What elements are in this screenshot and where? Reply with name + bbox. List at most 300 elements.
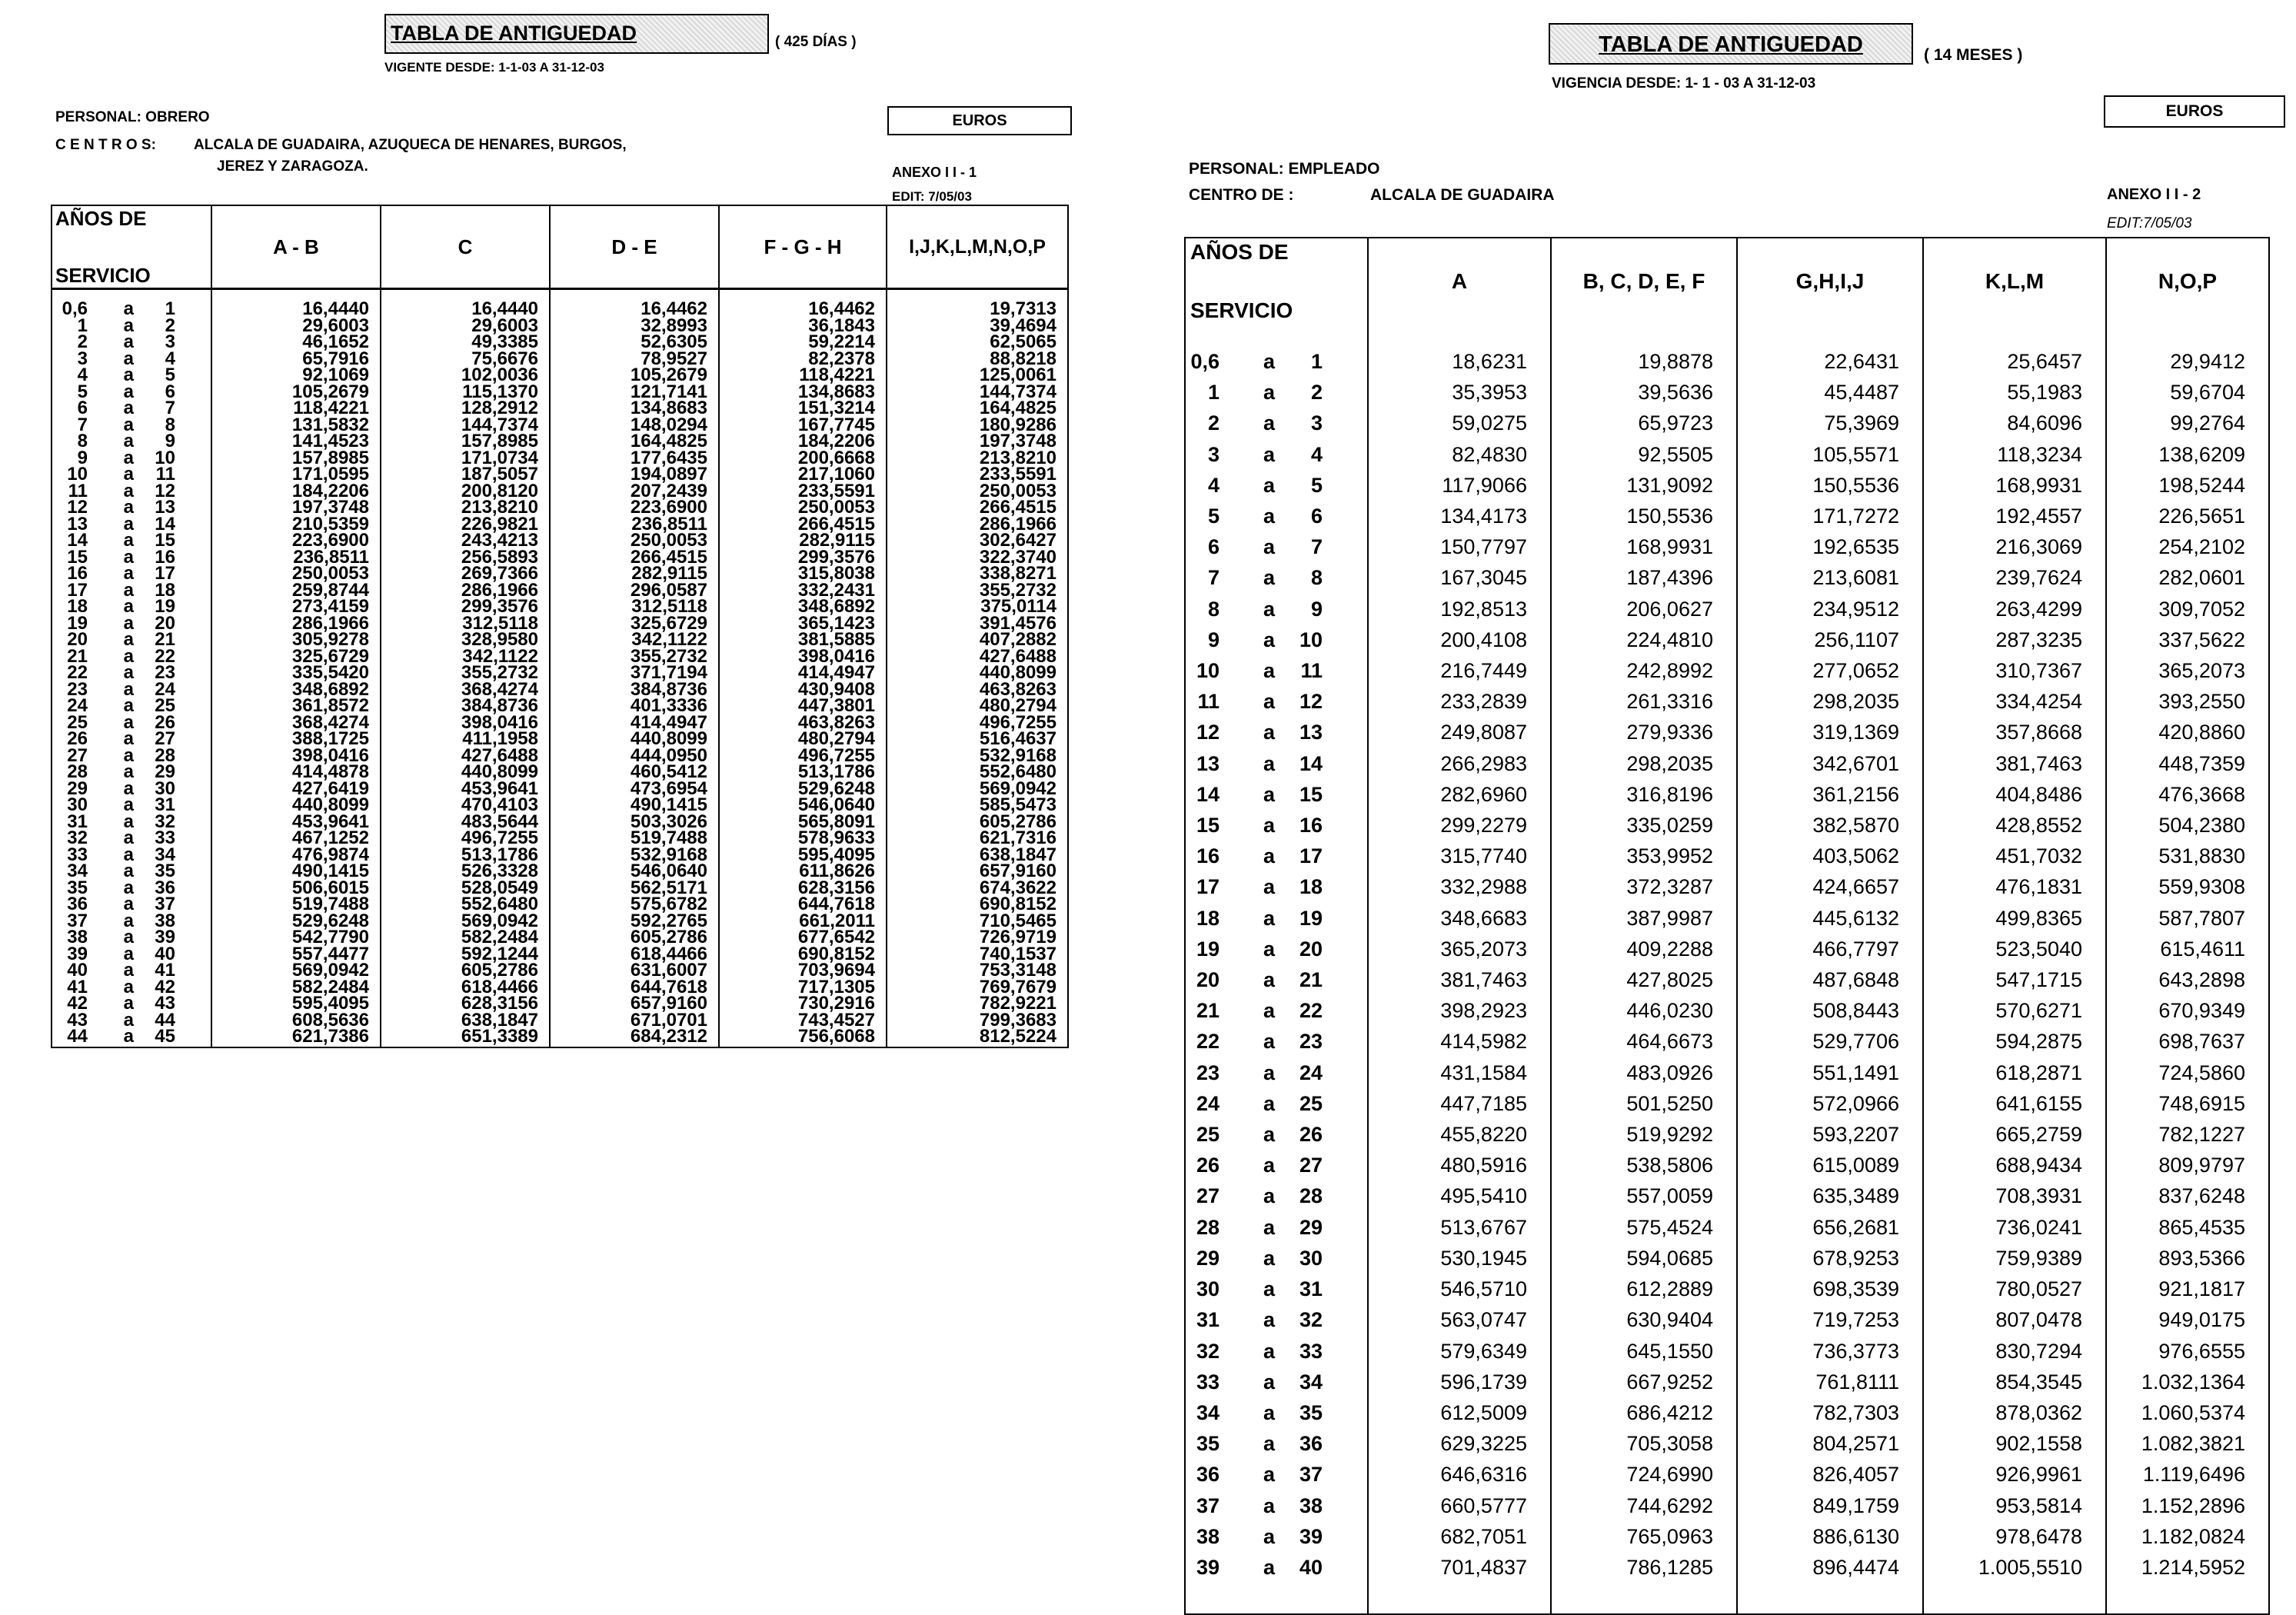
amount-cell: 582,2484	[211, 979, 381, 996]
amount-cell: 355,2732	[887, 582, 1068, 599]
amount-cell: 206,0627	[1551, 594, 1737, 624]
amount-cell: 381,7463	[1923, 748, 2106, 779]
amount-cell: 194,0897	[550, 466, 719, 483]
service-range-cell	[1185, 934, 1368, 964]
right-table-header	[1185, 238, 2269, 325]
service-range-cell	[1185, 841, 1368, 871]
amount-cell: 216,7449	[1368, 655, 1551, 686]
amount-cell: 575,4524	[1551, 1212, 1737, 1243]
amount-cell: 184,2206	[211, 483, 381, 500]
table-row	[1185, 964, 2269, 995]
amount-cell: 480,2794	[887, 698, 1068, 714]
range-to: 33	[155, 827, 175, 848]
amount-cell: 565,8091	[719, 814, 887, 831]
range-connector: a	[123, 960, 134, 981]
right-title: TABLA DE ANTIGUEDAD	[1549, 23, 1913, 65]
range-to: 24	[1299, 1061, 1323, 1084]
range-connector: a	[1263, 473, 1275, 497]
amount-cell: 164,4825	[887, 400, 1068, 417]
service-range-cell	[1185, 470, 1368, 501]
table-row	[52, 764, 1068, 781]
left-page	[46, 0, 1092, 1615]
amount-cell: 224,4810	[1551, 624, 1737, 655]
amount-cell: 807,0478	[1923, 1304, 2106, 1335]
amount-cell: 557,4477	[211, 946, 381, 963]
range-to: 20	[155, 612, 175, 634]
amount-cell: 148,0294	[550, 417, 719, 434]
amount-cell: 470,4103	[381, 797, 550, 814]
range-to: 12	[1299, 690, 1323, 714]
range-connector: a	[1263, 968, 1275, 992]
range-connector: a	[1263, 1091, 1275, 1115]
range-from: 12	[1196, 721, 1220, 744]
amount-cell: 641,6155	[1923, 1088, 2106, 1119]
range-to: 4	[1310, 442, 1323, 466]
amount-cell: 595,4095	[211, 995, 381, 1012]
amount-cell: 36,1843	[719, 318, 887, 335]
range-from: 44	[67, 1026, 88, 1047]
range-to: 19	[155, 596, 175, 617]
amount-cell: 266,4515	[719, 516, 887, 533]
amount-cell: 391,4576	[887, 615, 1068, 632]
amount-cell: 381,7463	[1368, 964, 1551, 995]
amount-cell: 167,7745	[719, 417, 887, 434]
amount-cell: 299,2279	[1368, 810, 1551, 841]
range-to: 17	[155, 563, 175, 584]
range-from: 12	[67, 497, 88, 518]
right-currency: EUROS	[2104, 95, 2285, 128]
amount-cell: 16,4440	[211, 289, 381, 318]
range-to: 39	[1299, 1524, 1323, 1548]
range-from: 27	[1196, 1184, 1220, 1208]
range-to: 23	[1299, 1030, 1323, 1054]
range-connector: a	[123, 1009, 134, 1031]
range-from: 34	[1196, 1400, 1220, 1424]
range-to: 40	[155, 943, 175, 964]
range-connector: a	[1263, 844, 1275, 868]
left-currency: EUROS	[887, 106, 1072, 135]
amount-cell: 740,1537	[887, 946, 1068, 963]
range-to: 29	[155, 761, 175, 782]
amount-cell: 249,8087	[1368, 717, 1551, 748]
amount-cell: 551,1491	[1737, 1057, 1923, 1088]
amount-cell: 684,2312	[550, 1028, 719, 1047]
range-from: 34	[67, 861, 88, 881]
range-from: 29	[1196, 1246, 1220, 1270]
amount-cell: 736,0241	[1923, 1212, 2106, 1243]
amount-cell: 682,7051	[1368, 1521, 1551, 1552]
service-range-cell	[1185, 1243, 1368, 1274]
amount-cell: 361,2156	[1737, 779, 1923, 810]
amount-cell: 753,3148	[887, 962, 1068, 979]
amount-cell: 226,9821	[381, 516, 550, 533]
amount-cell: 657,9160	[550, 995, 719, 1012]
amount-cell: 466,7797	[1737, 934, 1923, 964]
right-centro-value: ALCALA DE GUADAIRA	[1370, 186, 1555, 204]
range-from: 17	[1196, 875, 1220, 899]
left-header-c: C	[381, 205, 550, 289]
range-to: 6	[1310, 504, 1323, 528]
service-range-cell	[1185, 1397, 1368, 1428]
amount-cell: 338,8271	[887, 565, 1068, 582]
range-connector: a	[123, 794, 134, 815]
range-connector: a	[123, 711, 134, 733]
amount-cell: 332,2431	[719, 582, 887, 599]
range-to: 23	[155, 662, 175, 683]
range-to: 20	[1299, 937, 1323, 961]
range-from: 18	[1196, 906, 1220, 930]
table-row	[52, 913, 1068, 930]
range-connector: a	[1263, 782, 1275, 806]
amount-cell: 667,9252	[1551, 1367, 1737, 1397]
amount-cell: 743,4527	[719, 1012, 887, 1029]
amount-cell: 19,7313	[887, 289, 1068, 318]
amount-cell: 279,9336	[1551, 717, 1737, 748]
amount-cell: 701,4837	[1368, 1552, 1551, 1614]
amount-cell: 105,5571	[1737, 439, 1923, 470]
range-to: 28	[1299, 1184, 1323, 1208]
amount-cell: 499,8365	[1923, 903, 2106, 934]
range-connector: a	[123, 1026, 134, 1047]
amount-cell: 896,4474	[1737, 1552, 1923, 1614]
range-from: 0,6	[1190, 350, 1220, 373]
amount-cell: 118,3234	[1923, 439, 2106, 470]
range-connector: a	[123, 844, 134, 865]
range-to: 39	[155, 927, 175, 947]
amount-cell: 168,9931	[1551, 531, 1737, 562]
range-to: 37	[1299, 1463, 1323, 1487]
range-to: 12	[155, 480, 175, 501]
service-range-cell	[1185, 1119, 1368, 1150]
amount-cell: 141,4523	[211, 433, 381, 450]
amount-cell: 375,0114	[887, 598, 1068, 615]
range-connector: a	[123, 629, 134, 650]
range-to: 35	[155, 861, 175, 881]
table-row	[1185, 624, 2269, 655]
range-connector: a	[1263, 1493, 1275, 1517]
amount-cell: 398,0416	[719, 648, 887, 665]
service-range-cell	[1185, 1521, 1368, 1552]
range-to: 41	[155, 960, 175, 981]
amount-cell: 365,2073	[1368, 934, 1551, 964]
range-from: 24	[67, 695, 88, 716]
amount-cell: 638,1847	[381, 1012, 550, 1029]
amount-cell: 157,8985	[211, 450, 381, 467]
amount-cell: 250,0053	[887, 483, 1068, 500]
range-from: 0,6	[62, 298, 88, 319]
service-range-cell	[1185, 1274, 1368, 1304]
left-header-fgh: F - G - H	[719, 205, 887, 289]
amount-cell: 315,7740	[1368, 841, 1551, 871]
table-row	[52, 631, 1068, 648]
amount-cell: 144,7374	[381, 417, 550, 434]
amount-cell: 830,7294	[1923, 1336, 2106, 1367]
amount-cell: 427,6488	[887, 648, 1068, 665]
amount-cell: 726,9719	[887, 929, 1068, 946]
service-range-cell	[1185, 871, 1368, 902]
amount-cell: 424,6657	[1737, 871, 1923, 902]
amount-cell: 467,1252	[211, 830, 381, 847]
range-from: 19	[67, 612, 88, 634]
amount-cell: 82,4830	[1368, 439, 1551, 470]
amount-cell: 686,4212	[1551, 1397, 1737, 1428]
left-edit: EDIT: 7/05/03	[892, 189, 972, 204]
amount-cell: 368,4274	[381, 681, 550, 698]
range-from: 28	[67, 761, 88, 782]
table-row	[1185, 531, 2269, 562]
amount-cell: 570,6271	[1923, 995, 2106, 1026]
table-row	[52, 748, 1068, 764]
amount-cell: 490,1415	[211, 863, 381, 880]
amount-cell: 254,2102	[2106, 531, 2269, 562]
amount-cell: 250,0053	[211, 565, 381, 582]
amount-cell: 719,7253	[1737, 1304, 1923, 1335]
range-from: 4	[1207, 473, 1220, 497]
range-from: 6	[77, 398, 88, 418]
amount-cell: 529,6248	[211, 913, 381, 930]
amount-cell: 621,7316	[887, 830, 1068, 847]
amount-cell: 532,9168	[887, 748, 1068, 764]
amount-cell: 335,0259	[1551, 810, 1737, 841]
amount-cell: 332,2988	[1368, 871, 1551, 902]
range-from: 28	[1196, 1215, 1220, 1239]
amount-cell: 473,6954	[550, 781, 719, 798]
range-connector: a	[1263, 381, 1275, 405]
range-from: 17	[67, 579, 88, 601]
amount-cell: 530,1945	[1368, 1243, 1551, 1274]
service-range-cell	[1185, 1057, 1368, 1088]
left-header-years-line1: AÑOS DE	[55, 207, 147, 230]
amount-cell: 192,4557	[1923, 501, 2106, 531]
amount-cell: 638,1847	[887, 847, 1068, 864]
range-connector: a	[1263, 350, 1275, 373]
range-from: 19	[1196, 937, 1220, 961]
range-to: 25	[155, 695, 175, 716]
range-to: 15	[155, 530, 175, 551]
range-from: 33	[67, 844, 88, 865]
amount-cell: 605,2786	[550, 929, 719, 946]
range-to: 13	[1299, 721, 1323, 744]
amount-cell: 496,7255	[719, 748, 887, 764]
amount-cell: 282,9115	[550, 565, 719, 582]
amount-cell: 180,9286	[887, 417, 1068, 434]
range-from: 35	[1196, 1432, 1220, 1456]
amount-cell: 440,8099	[550, 731, 719, 748]
range-connector: a	[123, 546, 134, 568]
amount-cell: 665,2759	[1923, 1119, 2106, 1150]
range-connector: a	[1263, 814, 1275, 837]
amount-cell: 552,6480	[381, 896, 550, 913]
amount-cell: 1.082,3821	[2106, 1428, 2269, 1459]
amount-cell: 335,5420	[211, 664, 381, 681]
range-to: 27	[1299, 1154, 1323, 1177]
amount-cell: 780,0527	[1923, 1274, 2106, 1304]
range-from: 7	[77, 414, 88, 435]
amount-cell: 635,3489	[1737, 1180, 1923, 1211]
left-table-body	[52, 289, 1068, 1047]
amount-cell: 233,5591	[887, 466, 1068, 483]
amount-cell: 316,8196	[1551, 779, 1737, 810]
range-to: 15	[1299, 782, 1323, 806]
amount-cell: 46,1652	[211, 334, 381, 351]
range-to: 26	[1299, 1123, 1323, 1147]
range-to: 27	[155, 728, 175, 749]
range-connector: a	[123, 298, 134, 319]
right-header-bcdef: B, C, D, E, F	[1551, 238, 1737, 325]
range-from: 20	[67, 629, 88, 650]
amount-cell: 837,6248	[2106, 1180, 2269, 1211]
amount-cell: 448,7359	[2106, 748, 2269, 779]
amount-cell: 631,6007	[550, 962, 719, 979]
table-row	[52, 351, 1068, 368]
amount-cell: 446,0230	[1551, 995, 1737, 1026]
range-from: 9	[1207, 628, 1220, 651]
amount-cell: 325,6729	[550, 615, 719, 632]
right-header-a: A	[1368, 238, 1551, 325]
right-header-years-line2: SERVICIO	[1190, 298, 1293, 322]
amount-cell: 476,9874	[211, 847, 381, 864]
range-from: 5	[1207, 504, 1220, 528]
table-row	[52, 847, 1068, 864]
amount-cell: 223,6900	[550, 499, 719, 516]
amount-cell: 39,5636	[1551, 377, 1737, 408]
range-to: 37	[155, 894, 175, 914]
range-from: 33	[1196, 1370, 1220, 1394]
amount-cell: 277,0652	[1737, 655, 1923, 686]
amount-cell: 594,0685	[1551, 1243, 1737, 1274]
amount-cell: 75,3969	[1737, 408, 1923, 438]
table-row	[1185, 439, 2269, 470]
right-personal: PERSONAL: EMPLEADO	[1189, 160, 1380, 178]
amount-cell: 84,6096	[1923, 408, 2106, 438]
range-to: 38	[155, 910, 175, 931]
amount-cell: 804,2571	[1737, 1428, 1923, 1459]
range-to: 18	[155, 579, 175, 601]
left-centros-label: C E N T R O S:	[55, 137, 156, 153]
range-connector: a	[1263, 1432, 1275, 1456]
table-row	[1185, 594, 2269, 624]
amount-cell: 250,0053	[719, 499, 887, 516]
service-range-cell	[52, 1028, 211, 1047]
service-range-cell	[1185, 377, 1368, 408]
table-row	[1185, 1336, 2269, 1367]
amount-cell: 547,1715	[1923, 964, 2106, 995]
range-connector: a	[123, 612, 134, 634]
table-row	[52, 318, 1068, 335]
range-to: 43	[155, 993, 175, 1014]
service-range-cell	[1185, 717, 1368, 748]
left-days: ( 425 DÍAS )	[775, 34, 857, 50]
amount-cell: 519,7488	[550, 830, 719, 847]
left-centros-line2: JEREZ Y ZARAGOZA.	[217, 158, 368, 175]
amount-cell: 724,6990	[1551, 1459, 1737, 1490]
range-from: 36	[1196, 1463, 1220, 1487]
range-connector: a	[123, 464, 134, 484]
amount-cell: 786,1285	[1551, 1552, 1737, 1614]
amount-cell: 455,8220	[1368, 1119, 1551, 1150]
service-range-cell	[1185, 624, 1368, 655]
amount-cell: 463,8263	[719, 714, 887, 731]
range-connector: a	[123, 530, 134, 551]
amount-cell: 453,9641	[211, 814, 381, 831]
service-range-cell	[52, 289, 211, 318]
range-connector: a	[123, 927, 134, 947]
range-connector: a	[123, 678, 134, 700]
amount-cell: 717,1305	[719, 979, 887, 996]
amount-cell: 32,8993	[550, 318, 719, 335]
left-header-years	[52, 205, 211, 289]
table-row	[1185, 934, 2269, 964]
amount-cell: 414,5982	[1368, 1026, 1551, 1057]
amount-cell: 200,4108	[1368, 624, 1551, 655]
amount-cell: 256,5893	[381, 549, 550, 566]
amount-cell: 854,3545	[1923, 1367, 2106, 1397]
range-from: 32	[1196, 1339, 1220, 1363]
table-row	[52, 466, 1068, 483]
amount-cell: 29,9412	[2106, 325, 2269, 377]
range-to: 30	[1299, 1246, 1323, 1270]
amount-cell: 348,6892	[719, 598, 887, 615]
amount-cell: 381,5885	[719, 631, 887, 648]
range-from: 26	[67, 728, 88, 749]
amount-cell: 615,0089	[1737, 1150, 1923, 1180]
table-row	[52, 417, 1068, 434]
table-row	[52, 681, 1068, 698]
range-from: 38	[67, 927, 88, 947]
amount-cell: 348,6683	[1368, 903, 1551, 934]
service-range-cell	[1185, 779, 1368, 810]
left-header-years-line2: SERVICIO	[55, 264, 151, 287]
range-to: 19	[1299, 906, 1323, 930]
amount-cell: 342,1122	[381, 648, 550, 665]
amount-cell: 612,2889	[1551, 1274, 1737, 1304]
range-connector: a	[1263, 1184, 1275, 1208]
range-from: 2	[1207, 411, 1220, 435]
amount-cell: 529,6248	[719, 781, 887, 798]
table-row	[1185, 1428, 2269, 1459]
amount-cell: 427,8025	[1551, 964, 1737, 995]
amount-cell: 596,1739	[1368, 1367, 1551, 1397]
range-from: 18	[67, 596, 88, 617]
amount-cell: 513,1786	[719, 764, 887, 781]
amount-cell: 629,3225	[1368, 1428, 1551, 1459]
range-to: 17	[1299, 844, 1323, 868]
amount-cell: 949,0175	[2106, 1304, 2269, 1335]
amount-cell: 134,8683	[719, 384, 887, 401]
table-row	[1185, 1490, 2269, 1521]
right-edit: EDIT:7/05/03	[2107, 215, 2192, 231]
amount-cell: 213,8210	[887, 450, 1068, 467]
amount-cell: 628,3156	[719, 880, 887, 897]
amount-cell: 585,5473	[887, 797, 1068, 814]
amount-cell: 210,5359	[211, 516, 381, 533]
table-row	[52, 797, 1068, 814]
range-from: 21	[1196, 999, 1220, 1023]
range-from: 25	[1196, 1123, 1220, 1147]
range-from: 7	[1207, 566, 1220, 590]
range-to: 34	[155, 844, 175, 865]
right-header-nop: N,O,P	[2106, 238, 2269, 325]
amount-cell: 35,3953	[1368, 377, 1551, 408]
service-range-cell	[1185, 439, 1368, 470]
amount-cell: 200,8120	[381, 483, 550, 500]
amount-cell: 282,0601	[2106, 562, 2269, 593]
amount-cell: 761,8111	[1737, 1367, 1923, 1397]
amount-cell: 266,2983	[1368, 748, 1551, 779]
amount-cell: 411,1958	[381, 731, 550, 748]
amount-cell: 440,8099	[211, 797, 381, 814]
service-range-cell	[1185, 748, 1368, 779]
